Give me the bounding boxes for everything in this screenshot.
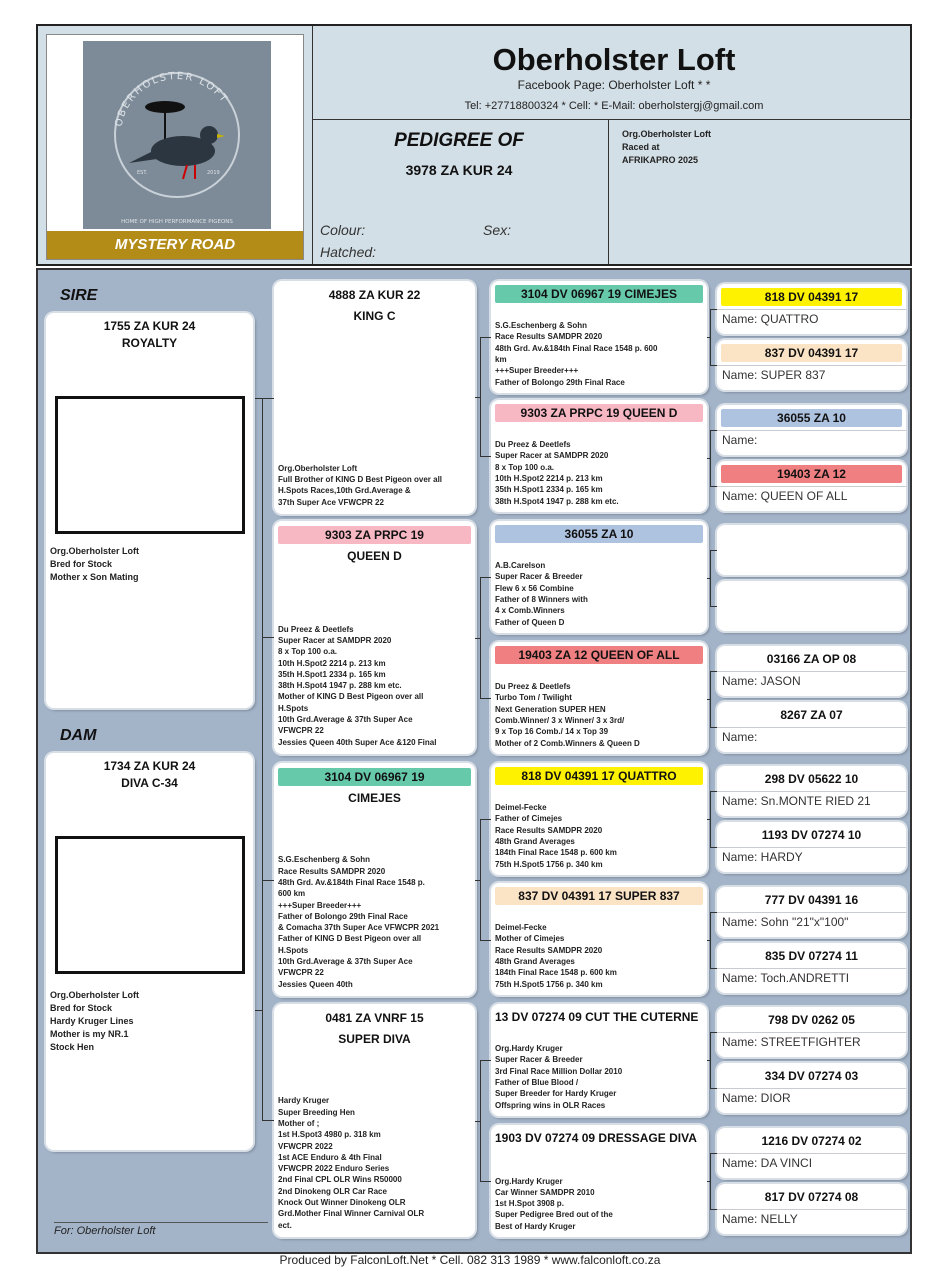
sire-ring: 1755 ZA KUR 24 <box>103 319 196 333</box>
ancestor-ring: 798 DV 0262 05 <box>768 1013 855 1027</box>
grandparent-notes <box>278 624 471 748</box>
ancestor-divider <box>717 1153 906 1154</box>
ancestor-divider <box>717 912 906 913</box>
ancestor-ring: 03166 ZA OP 08 <box>766 652 857 666</box>
note-line: Org.Hardy Kruger <box>495 1044 563 1054</box>
connector-line <box>262 637 274 638</box>
note-line: 48th Grand Averages <box>495 837 575 847</box>
sire-name: ROYALTY <box>121 336 178 350</box>
grandparent-card <box>274 281 475 514</box>
great-grandparent-notes <box>495 681 703 749</box>
connector-line <box>480 698 491 699</box>
note-line: Deimel-Fecke <box>495 923 547 933</box>
connector-line <box>262 880 274 881</box>
note-line: Knock Out Winner Dinokeng OLR <box>278 1198 406 1208</box>
great-grandparent-card <box>491 1004 707 1116</box>
ancestor-ring: 1193 DV 07274 10 <box>761 828 862 842</box>
ancestor-card <box>717 581 906 631</box>
note-line: Super Pedigree Bred out of the <box>495 1210 613 1220</box>
ancestor-name: Name: Sohn "21"x"100" <box>722 915 849 929</box>
ancestor-ring: 817 DV 07274 08 <box>764 1190 859 1204</box>
ancestor-card <box>717 405 906 455</box>
note-line: Org.Oberholster Loft <box>278 463 358 473</box>
connector-line <box>710 727 717 728</box>
note-line: ect. <box>278 1220 292 1230</box>
great-grandparent-notes <box>495 560 703 628</box>
note-line: A.B.Carelson <box>495 561 546 571</box>
contact-line: Tel: +27718800324 * Cell: * E-Mail: oberholstergj@gmail.com <box>464 100 764 112</box>
logo-year: 2019 <box>207 170 220 176</box>
connector-line <box>710 1153 717 1154</box>
connector-line <box>480 456 491 457</box>
org-line: Raced at <box>622 142 660 152</box>
ancestor-name: Name: DA VINCI <box>722 1156 813 1170</box>
ancestor-ring: 837 DV 04391 17 <box>721 344 902 362</box>
note-line: Father of Cimejes <box>495 814 563 824</box>
connector-line <box>262 398 263 1120</box>
ancestor-divider <box>717 430 906 431</box>
note-line: Offspring wins in OLR Races <box>495 1100 606 1110</box>
ancestor-name: Name: JASON <box>722 674 801 688</box>
connector-line <box>480 337 491 338</box>
connector-line <box>480 577 481 698</box>
great-grandparent-title: 9303 ZA PRPC 19 QUEEN D <box>495 404 703 422</box>
ancestor-ring: 334 DV 07274 03 <box>764 1069 859 1083</box>
grandparent-ring: 0481 ZA VNRF 15 <box>325 1011 424 1025</box>
sire-card <box>46 313 253 708</box>
note-line: Du Preez & Deetlefs <box>495 440 571 450</box>
note-line: Father of KING D Best Pigeon over all <box>278 934 422 944</box>
note-line: Super Breeder for Hardy Kruger <box>495 1089 617 1099</box>
hatched-label: Hatched: <box>320 244 377 260</box>
great-grandparent-title: 1903 DV 07274 09 DRESSAGE DIVA <box>495 1131 697 1145</box>
note-line: Comb.Winner/ 3 x Winner/ 3 x 3rd/ <box>495 716 625 726</box>
great-grandparent-notes <box>495 802 703 870</box>
note-line: H.Spots <box>278 945 309 955</box>
ancestor-divider <box>717 486 906 487</box>
great-grandparent-card <box>491 883 707 995</box>
grandparent-card <box>274 1004 475 1237</box>
org-line: AFRIKAPRO 2025 <box>622 155 699 165</box>
ancestor-card <box>717 887 906 937</box>
ancestor-ring: 818 DV 04391 17 <box>721 288 902 306</box>
connector-line <box>253 398 262 399</box>
note-line: Father of Bolongo 29th Final Race <box>278 911 408 921</box>
ancestor-divider <box>717 671 906 672</box>
connector-line <box>710 550 717 551</box>
loft-name: Oberholster Loft <box>492 42 736 77</box>
connector-line <box>710 309 717 310</box>
great-grandparent-notes <box>495 922 703 990</box>
connector-line <box>707 1181 710 1182</box>
connector-line <box>707 578 710 579</box>
connector-line <box>480 1181 491 1182</box>
ancestor-ring: 777 DV 04391 16 <box>764 893 859 907</box>
ancestor-divider <box>717 968 906 969</box>
ancestor-card <box>717 461 906 511</box>
connector-line <box>710 671 717 672</box>
note-line: Hardy Kruger Lines <box>50 1016 134 1026</box>
note-line: Super Breeding Hen <box>278 1107 355 1117</box>
note-line: 1st H.Spot3 4980 p. 318 km <box>278 1130 381 1140</box>
note-line: km <box>495 355 507 365</box>
note-line: 35th H.Spot1 2334 p. 165 km <box>278 669 386 679</box>
connector-line <box>710 791 711 847</box>
connector-line <box>707 699 710 700</box>
note-line: 48th Grd. Av.&184th Final Race 1548 p. 600 <box>495 343 658 353</box>
great-grandparent-title: 3104 DV 06967 19 CIMEJES <box>495 285 703 303</box>
note-line: 8 x Top 100 o.a. <box>495 462 554 472</box>
connector-line <box>475 880 480 881</box>
note-line: 35th H.Spot1 2334 p. 165 km <box>495 485 603 495</box>
note-line: Mother of 2 Comb.Winners & Queen D <box>495 738 640 748</box>
grandparent-notes <box>278 1095 471 1231</box>
great-grandparent-card <box>491 1125 707 1237</box>
note-line: Next Generation SUPER HEN <box>495 704 606 714</box>
connector-line <box>710 912 711 968</box>
dam-name: DIVA C-34 <box>121 776 178 790</box>
note-line: 10th H.Spot2 2214 p. 213 km <box>495 474 603 484</box>
sex-label: Sex: <box>483 222 512 238</box>
note-line: Car Winner SAMDPR 2010 <box>495 1187 595 1197</box>
note-line: Full Brother of KING D Best Pigeon over all <box>278 475 443 485</box>
great-grandparent-title: 36055 ZA 10 <box>495 525 703 543</box>
ancestor-name: Name: HARDY <box>722 850 803 864</box>
ancestor-card <box>717 1128 906 1178</box>
pedigree-title: PEDIGREE OF <box>394 130 524 151</box>
ancestor-name: Name: Toch.ANDRETTI <box>722 971 850 985</box>
connector-line <box>480 337 481 456</box>
ancestor-divider <box>717 847 906 848</box>
note-line: 75th H.Spot5 1756 p. 340 km <box>495 859 603 869</box>
grandparent-name: QUEEN D <box>347 549 402 563</box>
sire-notes <box>50 545 249 584</box>
footer-for: For: Oberholster Loft <box>54 1225 156 1237</box>
note-line: 10th H.Spot2 2214 p. 213 km <box>278 658 386 668</box>
ancestor-ring: 8267 ZA 07 <box>780 708 843 722</box>
note-line: Super Racer at SAMDPR 2020 <box>495 451 609 461</box>
note-line: Org.Hardy Kruger <box>495 1176 563 1186</box>
great-grandparent-card <box>491 400 707 512</box>
note-line: Jessies Queen 40th Super Ace &120 Final <box>278 737 437 747</box>
grandparent-name: SUPER DIVA <box>338 1032 411 1046</box>
note-line: Father of Blue Blood / <box>495 1078 579 1088</box>
note-line: Deimel-Fecke <box>495 803 547 813</box>
ancestor-card <box>717 702 906 752</box>
great-grandparent-title: 13 DV 07274 09 CUT THE CUTERNE <box>495 1010 699 1024</box>
note-line: Super Racer & Breeder <box>495 1055 583 1065</box>
grandparent-card <box>274 763 475 996</box>
note-line: 9 x Top 16 Comb./ 14 x Top 39 <box>495 727 609 737</box>
connector-line <box>480 819 481 940</box>
connector-line <box>480 577 491 578</box>
note-line: 600 km <box>278 889 306 899</box>
ancestor-card <box>717 646 906 696</box>
ancestor-card <box>717 822 906 872</box>
note-line: Race Results SAMDPR 2020 <box>495 332 603 342</box>
note-line: Jessies Queen 40th <box>278 979 353 989</box>
note-line: Mother is my NR.1 <box>50 1029 129 1039</box>
great-grandparent-notes <box>495 1176 703 1232</box>
ancestor-ring: 36055 ZA 10 <box>721 409 902 427</box>
connector-line <box>475 638 480 639</box>
connector-line <box>710 1032 717 1033</box>
connector-line <box>710 606 717 607</box>
ancestor-card <box>717 1007 906 1057</box>
note-line: S.G.Eschenberg & Sohn <box>495 321 588 331</box>
dam-ring: 1734 ZA KUR 24 <box>103 759 196 773</box>
note-line: Father of Queen D <box>495 617 565 627</box>
great-grandparent-notes <box>495 439 703 507</box>
ancestor-divider <box>717 1088 906 1089</box>
connector-line <box>710 550 711 606</box>
grandparent-ring: 3104 DV 06967 19 <box>278 768 471 786</box>
dam-photo-frame <box>55 836 245 974</box>
grandparent-ring: 9303 ZA PRPC 19 <box>278 526 471 544</box>
note-line: 184th Final Race 1548 p. 600 km <box>495 848 617 858</box>
note-line: 10th Grd.Average & 37th Super Ace <box>278 715 413 725</box>
great-grandparent-title: 19403 ZA 12 QUEEN OF ALL <box>495 646 703 664</box>
ancestor-name: Name: <box>722 730 758 744</box>
note-line: Mother of KING D Best Pigeon over all <box>278 692 424 702</box>
note-line: Mother of ; <box>278 1118 320 1128</box>
note-line: Du Preez & Deetlefs <box>278 624 354 634</box>
connector-line <box>710 847 717 848</box>
ancestor-name: Name: DIOR <box>722 1091 791 1105</box>
note-line: 1st H.Spot 3908 p. <box>495 1199 564 1209</box>
note-line: 38th H.Spot4 1947 p. 288 km etc. <box>278 681 402 691</box>
connector-line <box>707 337 710 338</box>
ancestor-name: Name: SUPER 837 <box>722 368 826 382</box>
ancestor-divider <box>717 791 906 792</box>
connector-line <box>707 458 710 459</box>
note-line: 3rd Final Race Million Dollar 2010 <box>495 1066 623 1076</box>
grandparent-name: KING C <box>353 309 396 323</box>
great-grandparent-card <box>491 642 707 754</box>
connector-line <box>710 912 717 913</box>
connector-line <box>710 365 717 366</box>
connector-line <box>710 968 717 969</box>
note-line: 1st ACE Enduro & 4th Final <box>278 1152 382 1162</box>
note-line: +++Super Breeder+++ <box>278 900 362 910</box>
connector-line <box>710 1088 717 1089</box>
note-line: Best of Hardy Kruger <box>495 1221 576 1231</box>
produced-by: Produced by FalconLoft.Net * Cell. 082 313 1989 * www.falconloft.co.za <box>279 1253 661 1267</box>
grandparent-notes <box>278 463 471 508</box>
note-line: Du Preez & Deetlefs <box>495 682 571 692</box>
note-line: 2nd Final CPL OLR Wins R50000 <box>278 1175 402 1185</box>
great-grandparent-title: 818 DV 04391 17 QUATTRO <box>495 767 703 785</box>
note-line: 10th Grd.Average & 37th Super Ace <box>278 957 413 967</box>
ancestor-name: Name: NELLY <box>722 1212 798 1226</box>
note-line: Super Racer at SAMDPR 2020 <box>278 635 392 645</box>
note-line: +++Super Breeder+++ <box>495 366 579 376</box>
grandparent-name: CIMEJES <box>348 791 401 805</box>
dam-notes <box>50 989 249 1054</box>
note-line: S.G.Eschenberg & Sohn <box>278 855 371 865</box>
connector-line <box>480 819 491 820</box>
note-line: Bred for Stock <box>50 1003 113 1013</box>
connector-line <box>253 1010 262 1011</box>
note-line: 75th H.Spot5 1756 p. 340 km <box>495 979 603 989</box>
grandparent-card <box>274 521 475 754</box>
ancestor-card <box>717 525 906 575</box>
great-grandparent-notes <box>495 320 703 388</box>
note-line: VFWCPR 22 <box>278 726 324 736</box>
note-line: Flew 6 x 56 Combine <box>495 583 574 593</box>
note-line: Grd.Mother Final Winner Carnival OLR <box>278 1209 425 1219</box>
connector-line <box>262 398 274 399</box>
sire-label: SIRE <box>60 287 98 304</box>
connector-line <box>710 791 717 792</box>
pedigree-ring: 3978 ZA KUR 24 <box>405 162 513 178</box>
connector-line <box>710 430 711 486</box>
connector-line <box>480 940 491 941</box>
ancestor-divider <box>717 727 906 728</box>
ancestor-card <box>717 1184 906 1234</box>
note-line: H.Spots <box>278 703 309 713</box>
note-line: Org.Oberholster Loft <box>50 546 140 556</box>
connector-line <box>475 397 480 398</box>
connector-line <box>710 1153 711 1209</box>
logo-bottom-text: HOME OF HIGH PERFORMANCE PIGEONS <box>121 219 233 225</box>
dam-label: DAM <box>60 727 97 744</box>
note-line: Stock Hen <box>50 1042 95 1052</box>
grandparent-ring: 4888 ZA KUR 22 <box>328 288 421 302</box>
connector-line <box>707 819 710 820</box>
note-line: Org.Oberholster Loft <box>50 990 140 1000</box>
note-line: Father of Bolongo 29th Final Race <box>495 377 625 387</box>
note-line: 4 x Comb.Winners <box>495 606 565 616</box>
ancestor-name: Name: <box>722 433 758 447</box>
great-grandparent-card <box>491 521 707 633</box>
ancestor-ring: 1216 DV 07274 02 <box>761 1134 862 1148</box>
ancestor-card <box>717 943 906 993</box>
connector-line <box>707 940 710 941</box>
ancestor-divider <box>717 309 906 310</box>
connector-line <box>710 1209 717 1210</box>
ancestor-card <box>717 284 906 334</box>
great-grandparent-card <box>491 763 707 875</box>
note-line: Mother x Son Mating <box>50 572 139 582</box>
note-line: 2nd Dinokeng OLR Car Race <box>278 1186 387 1196</box>
note-line: Super Racer & Breeder <box>495 572 583 582</box>
note-line: 8 x Top 100 o.a. <box>278 647 337 657</box>
note-line: H.Spots Races,10th Grd.Average & <box>278 486 411 496</box>
note-line: Bred for Stock <box>50 559 113 569</box>
connector-line <box>475 1121 480 1122</box>
note-line: VFWCPR 22 <box>278 968 324 978</box>
note-line: & Comacha 37th Super Ace VFWCPR 2021 <box>278 923 440 933</box>
facebook-line: Facebook Page: Oberholster Loft * * <box>517 78 711 92</box>
note-line: Race Results SAMDPR 2020 <box>278 866 386 876</box>
connector-line <box>710 430 717 431</box>
note-line: VFWCPR 2022 Enduro Series <box>278 1164 390 1174</box>
connector-line <box>710 309 711 365</box>
note-line: Turbo Tom / Twilight <box>495 693 572 703</box>
note-line: Father of 8 Winners with <box>495 595 588 605</box>
ancestor-divider <box>717 1032 906 1033</box>
ancestor-divider <box>717 1209 906 1210</box>
great-grandparent-notes <box>495 1043 703 1111</box>
org-line: Org.Oberholster Loft <box>622 129 712 139</box>
sire-photo-frame <box>55 396 245 534</box>
grandparent-notes <box>278 854 471 990</box>
ancestor-card <box>717 340 906 390</box>
note-line: 48th Grand Averages <box>495 957 575 967</box>
connector-line <box>480 1060 481 1181</box>
ancestor-divider <box>717 365 906 366</box>
connector-line <box>707 1060 710 1061</box>
note-line: Race Results SAMDPR 2020 <box>495 825 603 835</box>
note-line: Mother of Cimejes <box>495 934 565 944</box>
great-grandparent-card <box>491 281 707 393</box>
great-grandparent-title: 837 DV 04391 17 SUPER 837 <box>495 887 703 905</box>
ancestor-ring: 19403 ZA 12 <box>721 465 902 483</box>
connector-line <box>480 1060 491 1061</box>
ancestor-name: Name: STREETFIGHTER <box>722 1035 861 1049</box>
logo-top-text: OBERHOLSTER LOFT <box>113 70 231 128</box>
ancestor-name: Name: Sn.MONTE RIED 21 <box>722 794 871 808</box>
footer-rule <box>54 1222 268 1223</box>
logo-est: EST. <box>137 170 148 176</box>
connector-line <box>710 671 711 727</box>
note-line: 184th Final Race 1548 p. 600 km <box>495 968 617 978</box>
note-line: 48th Grd. Av.&184th Final Race 1548 p. <box>278 877 425 887</box>
connector-line <box>262 1120 274 1121</box>
note-line: Hardy Kruger <box>278 1096 330 1106</box>
connector-line <box>710 486 717 487</box>
dam-card <box>46 753 253 1150</box>
note-line: VFWCPR 2022 <box>278 1141 333 1151</box>
note-line: Race Results SAMDPR 2020 <box>495 945 603 955</box>
colour-label: Colour: <box>320 222 366 238</box>
ancestor-name: Name: QUATTRO <box>722 312 819 326</box>
ancestor-name: Name: QUEEN OF ALL <box>722 489 848 503</box>
ancestor-card <box>717 1063 906 1113</box>
connector-line <box>710 1032 711 1088</box>
note-line: 37th Super Ace VFWCPR 22 <box>278 497 384 507</box>
ancestor-ring: 298 DV 05622 10 <box>764 772 859 786</box>
note-line: 38th H.Spot4 1947 p. 288 km etc. <box>495 496 619 506</box>
ancestor-card <box>717 766 906 816</box>
pigeon-name-banner: MYSTERY ROAD <box>47 231 303 259</box>
ancestor-ring: 835 DV 07274 11 <box>765 949 858 963</box>
